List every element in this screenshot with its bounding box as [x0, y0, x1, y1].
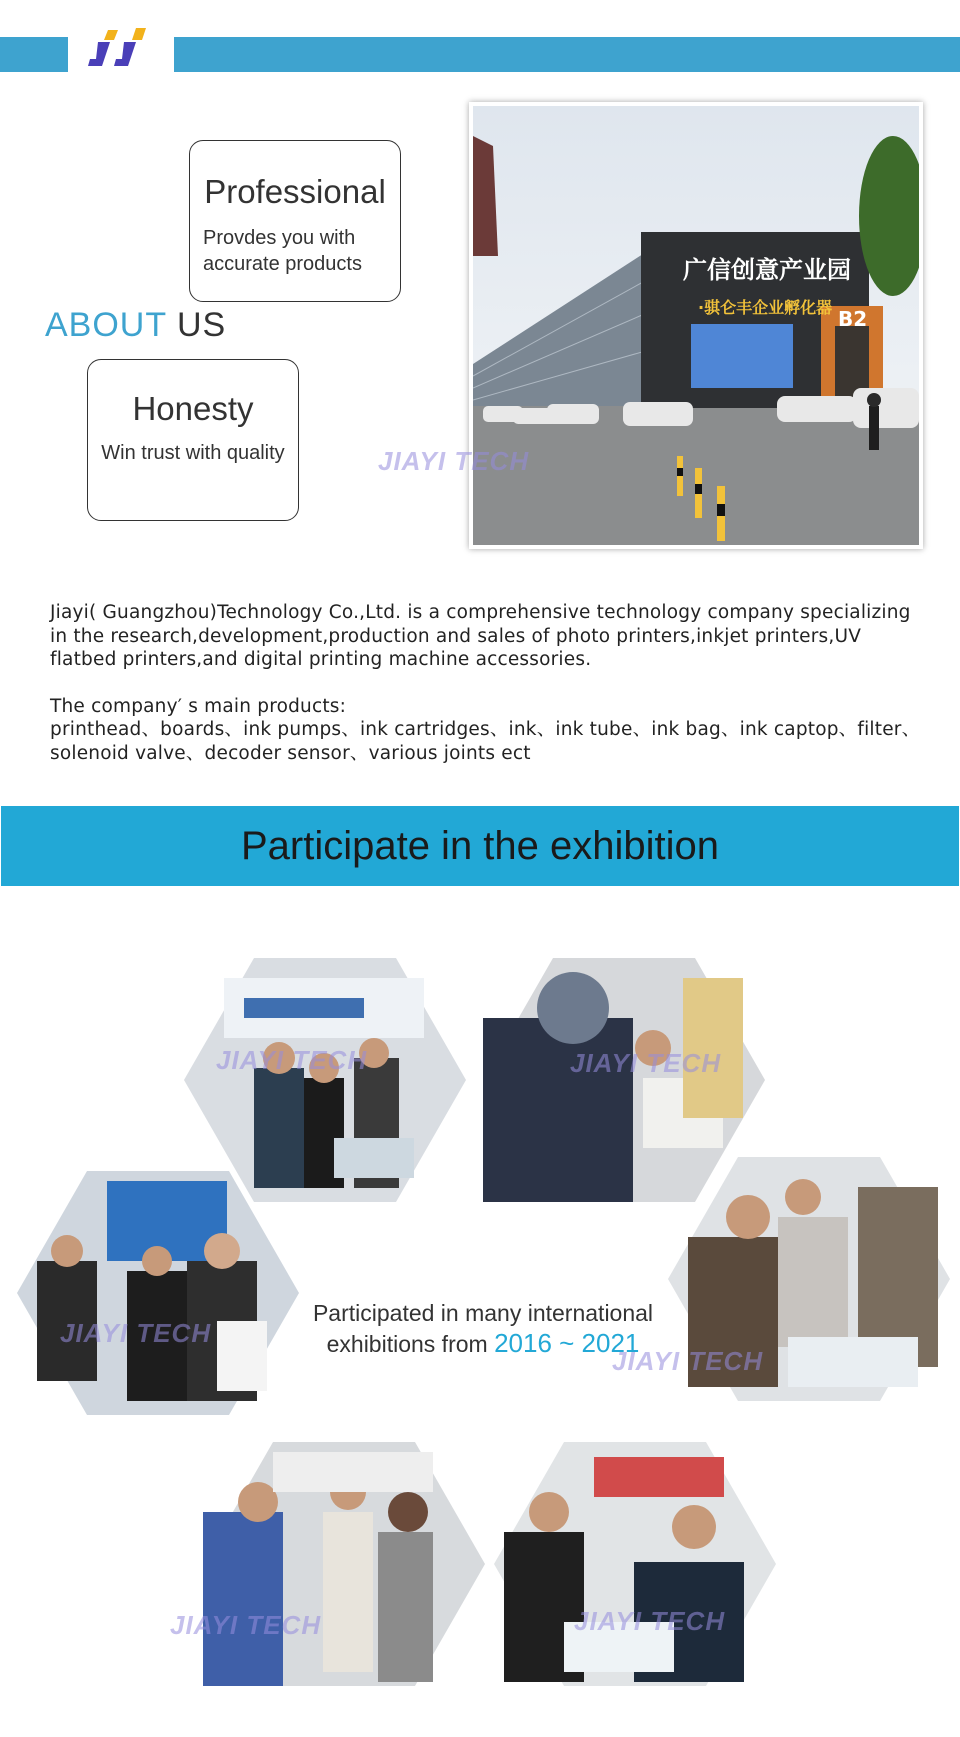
exhibition-photo-5 [203, 1442, 485, 1686]
signage-line2: ·骐仑丰企业孵化器 [698, 298, 833, 317]
watermark-exhibition-3: JIAYI TECH [60, 1318, 212, 1348]
header-bar-left [0, 37, 68, 72]
exhibition-photo-6 [494, 1442, 776, 1686]
description-products-label: The company′ s main products: [50, 695, 347, 717]
exhibition-photo-1 [184, 958, 466, 1202]
exhibition-title: Participate in the exhibition [240, 824, 720, 868]
exhibition-years: 2016 ~ 2021 [494, 1328, 640, 1358]
exhibition-summary-prefix: exhibitions from [326, 1331, 495, 1357]
description-products-list: printhead、boards、ink pumps、ink cartridges、ink、ink tube、ink bag、ink captop、filter、solenoid valve、decoder sensor、various joints ect [50, 719, 921, 764]
company-building-photo [469, 102, 923, 549]
description-paragraph-1: Jiayi( Guangzhou)Technology Co.,Ltd. is a comprehensive technology company specializing in the research,development,production and sales of photo printers,inkjet printers,UV flatbed printers,and digital printing machine accessories. [50, 602, 911, 670]
watermark-exhibition-4: JIAYI TECH [612, 1346, 764, 1376]
professional-card [189, 140, 401, 302]
company-description [50, 601, 930, 765]
signage-line1: 广信创意产业园 [683, 256, 851, 284]
honesty-text: Win trust with quality [101, 442, 285, 464]
watermark-about: JIAYI TECH [378, 446, 530, 476]
signage-unit: B2 [838, 307, 868, 331]
watermark-exhibition-6: JIAYI TECH [574, 1606, 726, 1636]
watermark-exhibition-2: JIAYI TECH [570, 1048, 722, 1078]
exhibition-photo-3 [17, 1171, 299, 1415]
jj-logo [84, 26, 160, 72]
honesty-card [87, 359, 299, 521]
professional-text: Provdes you with accurate products [203, 227, 362, 275]
professional-title: Professional [204, 173, 386, 210]
watermark-exhibition-5: JIAYI TECH [170, 1610, 322, 1640]
honesty-title: Honesty [132, 390, 254, 427]
about-word: ABOUT [45, 306, 167, 344]
exhibition-summary-line1: Participated in many international [312, 1300, 654, 1326]
header-bar-right [174, 37, 960, 72]
us-word: US [176, 306, 227, 344]
exhibition-band [1, 806, 959, 886]
about-us-heading [45, 306, 226, 345]
watermark-exhibition-1: JIAYI TECH [216, 1045, 368, 1075]
